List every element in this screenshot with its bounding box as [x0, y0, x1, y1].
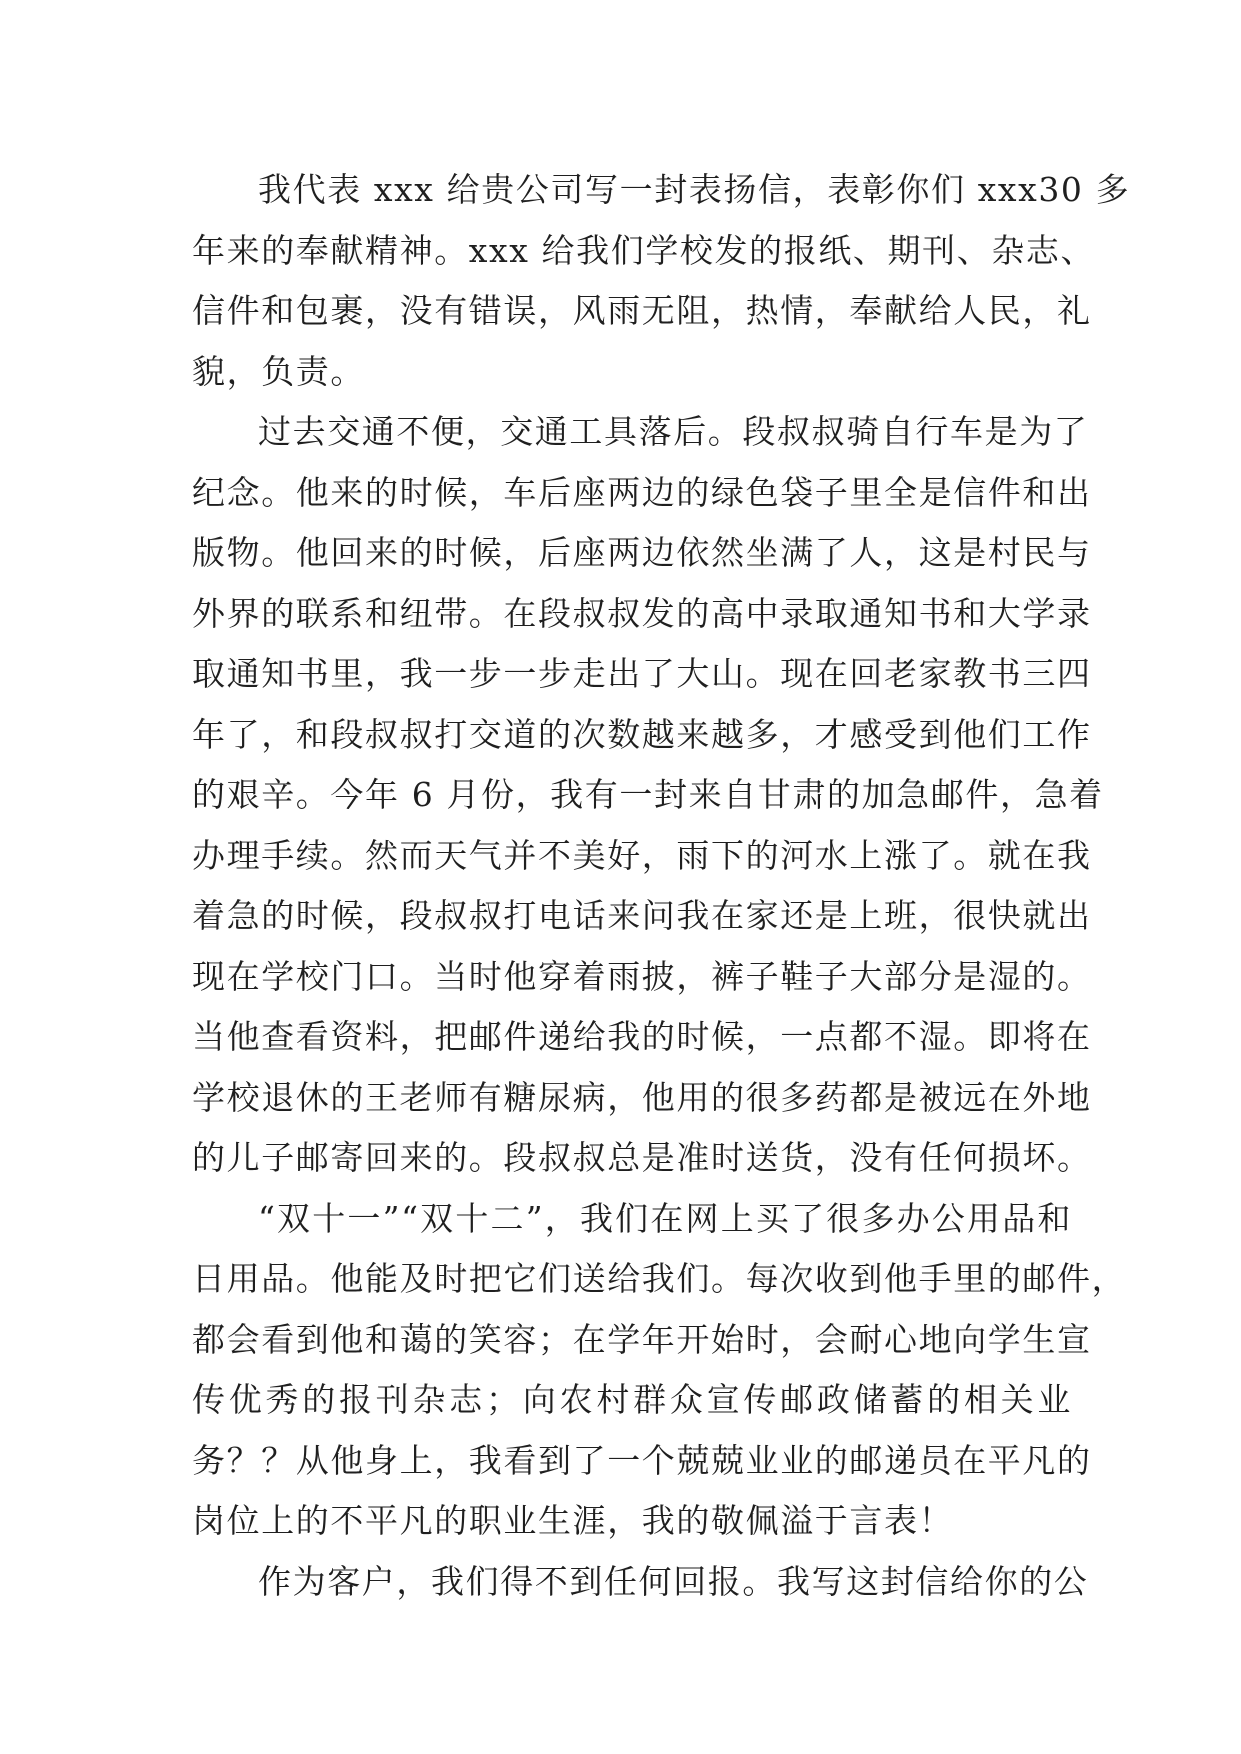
text-line: 学校退休的王老师有糖尿病，他用的很多药都是被远在外地 [192, 1077, 1092, 1117]
text-line: 纪念。他来的时候，车后座两边的绿色袋子里全是信件和出 [192, 472, 1092, 512]
letter-body [192, 160, 1131, 1612]
text-line: 的艰辛。今年 6 月份，我有一封来自甘肃的加急邮件，急着 [192, 775, 1104, 814]
text-line: 的儿子邮寄回来的。段叔叔总是准时送货，没有任何损坏。 [192, 1138, 1092, 1177]
text-line: 日用品。他能及时把它们送给我们。每次收到他手里的邮件， [192, 1259, 1127, 1298]
paragraph-1 [192, 160, 1131, 402]
text-line: 版物。他回来的时候，后座两边依然坐满了人，这是村民与 [192, 533, 1092, 572]
text-line: 貌，负责。 [192, 351, 365, 391]
text-line: 办理手续。然而天气并不美好，雨下的河水上涨了。就在我 [192, 835, 1092, 875]
paragraph-3 [192, 1189, 1127, 1552]
text-line: 信件和包裹，没有错误，风雨无阻，热情，奉献给人民，礼 [192, 291, 1092, 330]
text-line: 过去交通不便，交通工具落后。段叔叔骑自行车是为了 [258, 412, 1089, 451]
text-line: 年了，和段叔叔打交道的次数越来越多，才感受到他们工作 [192, 714, 1092, 754]
text-line: 取通知书里，我一步一步走出了大山。现在回老家教书三四 [192, 654, 1092, 693]
text-line: 岗位上的不平凡的职业生涯，我的敬佩溢于言表！ [192, 1501, 954, 1540]
text-line: 都会看到他和蔼的笑容；在学年开始时，会耐心地向学生宣 [192, 1319, 1092, 1359]
text-line: 作为客户，我们得不到任何回报。我写这封信给你的公 [258, 1561, 1089, 1601]
paragraph-2 [192, 402, 1104, 1189]
text-line: “双十一”“双十二”，我们在网上买了很多办公用品和 [258, 1198, 1072, 1238]
text-line: 现在学校门口。当时他穿着雨披，裤子鞋子大部分是湿的。 [192, 956, 1092, 996]
text-line: 传优秀的报刊杂志；向农村群众宣传邮政储蓄的相关业 [192, 1380, 1072, 1419]
text-line: 着急的时候，段叔叔打电话来问我在家还是上班，很快就出 [192, 896, 1092, 935]
paragraph-4 [192, 1552, 1089, 1613]
text-line: 当他查看资料，把邮件递给我的时候，一点都不湿。即将在 [192, 1017, 1092, 1056]
text-line: 外界的联系和纽带。在段叔叔发的高中录取通知书和大学录 [192, 593, 1092, 633]
text-line: 年来的奉献精神。xxx 给我们学校发的报纸、期刊、杂志、 [192, 230, 1096, 270]
text-line: 务？？从他身上，我看到了一个兢兢业业的邮递员在平凡的 [192, 1440, 1092, 1480]
text-line: 我代表 xxx 给贵公司写一封表扬信，表彰你们 xxx30 多 [258, 170, 1131, 209]
